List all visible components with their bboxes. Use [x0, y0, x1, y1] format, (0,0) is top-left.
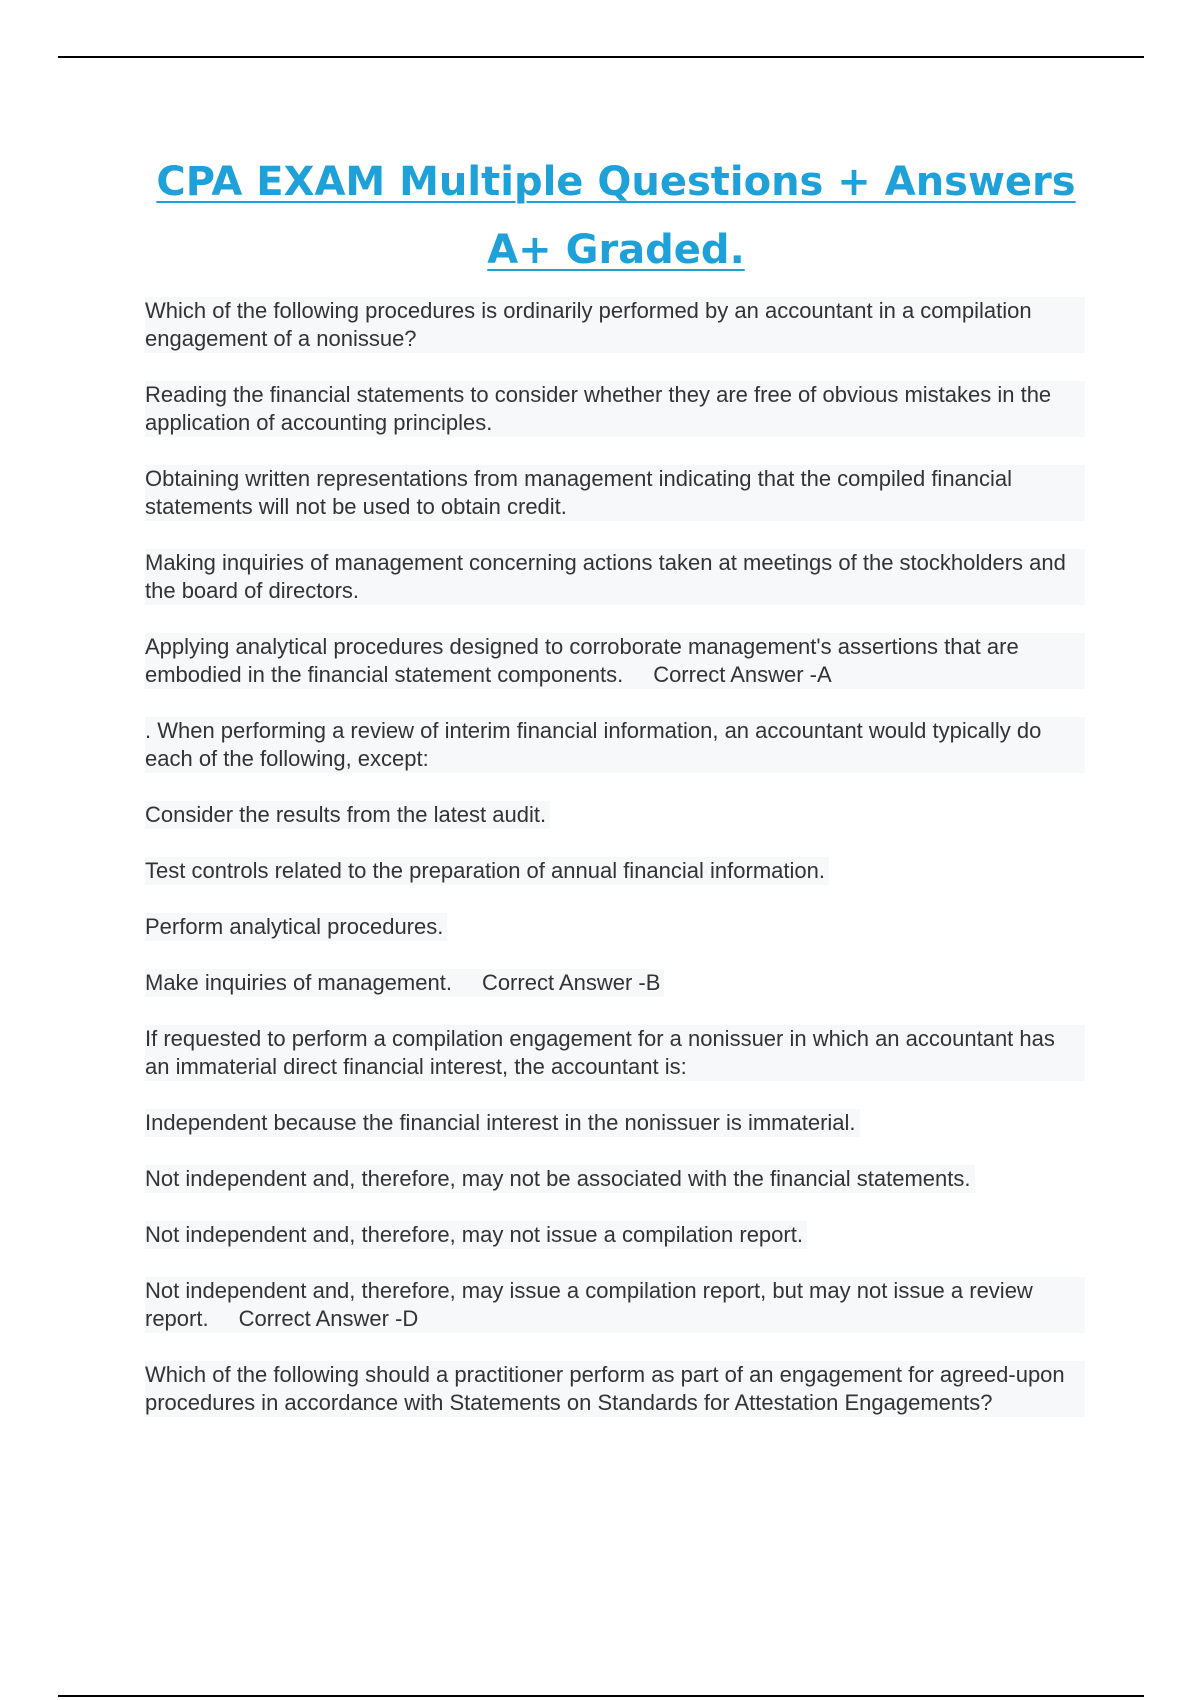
paragraph-question-1 [145, 297, 1085, 353]
paragraph-question-4 [145, 1361, 1085, 1417]
paragraph-option-with-answer [145, 1277, 1085, 1333]
top-rule [58, 56, 1144, 58]
paragraph-text: Consider the results from the latest audit. [145, 802, 547, 827]
title-line-2: A+ Graded. [487, 227, 745, 273]
paragraph-text: Independent because the financial interest in the nonissuer is immaterial. [145, 1110, 856, 1135]
correct-answer: Correct Answer -D [238, 1306, 419, 1331]
paragraph-text: Not independent and, therefore, may not be associated with the financial statements. [145, 1166, 971, 1191]
paragraph-text: Make inquiries of management. [145, 970, 452, 995]
paragraph-option [145, 381, 1085, 437]
paragraph-option [145, 801, 550, 829]
bottom-rule [58, 1695, 1144, 1697]
paragraph-text: Which of the following should a practitioner perform as part of an engagement for agreed-upon procedures in accordance with Statements on Standards for Attestation Engagements? [145, 1362, 1065, 1415]
paragraph-text: If requested to perform a compilation engagement for a nonissuer in which an accountant has an immaterial direct financial interest, the accountant is: [145, 1026, 1055, 1079]
paragraph-option [145, 1165, 975, 1193]
paragraph-option [145, 913, 447, 941]
paragraph-option [145, 1221, 807, 1249]
paragraph-text: Applying analytical procedures designed to corroborate management's assertions that are embodied in the financial statement components. [145, 634, 1019, 687]
correct-answer: Correct Answer -B [481, 970, 661, 995]
paragraph-text: Not independent and, therefore, may issue a compilation report, but may not issue a review report. [145, 1278, 1033, 1331]
paragraph-option-with-answer [145, 969, 664, 997]
paragraph-question-3 [145, 1025, 1085, 1081]
paragraph-option [145, 857, 829, 885]
paragraph-text: Not independent and, therefore, may not issue a compilation report. [145, 1222, 803, 1247]
paragraph-text: Obtaining written representations from management indicating that the compiled financial statements will not be used to obtain credit. [145, 466, 1013, 519]
paragraph-option [145, 465, 1085, 521]
paragraph-text: Perform analytical procedures. [145, 914, 444, 939]
document-body [145, 297, 1085, 1445]
paragraph-text: Making inquiries of management concerning actions taken at meetings of the stockholders and the board of directors. [145, 550, 1066, 603]
paragraph-option [145, 549, 1085, 605]
paragraph-text: Test controls related to the preparation of annual financial information. [145, 858, 825, 883]
paragraph-text: . When performing a review of interim financial information, an accountant would typically do each of the following, except: [145, 718, 1042, 771]
paragraph-option-with-answer [145, 633, 1085, 689]
paragraph-text: Reading the financial statements to consider whether they are free of obvious mistakes in the application of accounting principles. [145, 382, 1052, 435]
title-line-1: CPA EXAM Multiple Questions + Answers [156, 159, 1076, 205]
paragraph-option [145, 1109, 860, 1137]
document-title [100, 148, 1132, 284]
correct-answer: Correct Answer -A [653, 662, 832, 687]
paragraph-question-2 [145, 717, 1085, 773]
paragraph-text: Which of the following procedures is ordinarily performed by an accountant in a compilation engagement of a nonissue? [145, 298, 1032, 351]
